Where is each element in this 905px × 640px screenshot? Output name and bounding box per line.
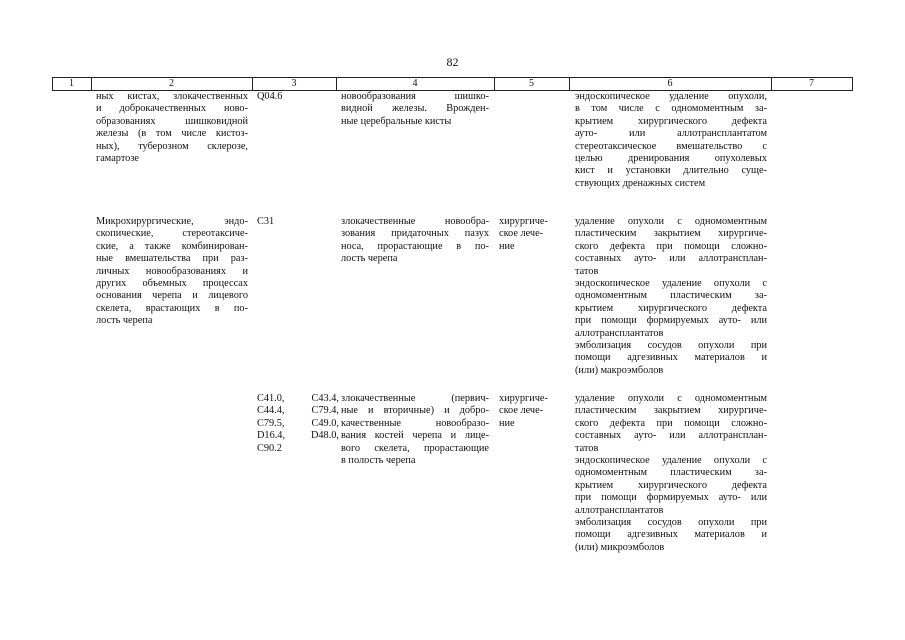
row-1-col-4 (341, 91, 489, 128)
cell-line: удаление опухоли с одномоментным (575, 216, 767, 227)
cell-line: злокачественные новообра- (341, 216, 489, 227)
cell-line: основания черепа и лицевого (96, 290, 248, 302)
cell-line: вого скелета, прорастающие (341, 442, 489, 454)
cell-line: скелета, врастающих в по- (96, 302, 248, 314)
cell-line: одномоментным пластическим за- (575, 467, 767, 479)
cell-line: эндоскопическое удаление опухоли с (575, 278, 767, 290)
cell-line: ского дефекта при помощи сложно- (575, 417, 767, 429)
page-number: 82 (446, 55, 459, 69)
cell-line: эндоскопическое удаление опухоли с (575, 455, 767, 467)
cell-line: ские, а также комбинирован- (96, 240, 248, 252)
cell-line: ние (499, 240, 515, 252)
cell-line: и доброкачественных ново- (96, 103, 248, 115)
cell-line: ных), туберозном склерозе, (96, 140, 248, 152)
icd-code: D16.4, (257, 430, 286, 442)
cell-line: качественные новообразо- (341, 417, 489, 429)
cell-line: гамартозе (96, 153, 139, 165)
cell-line: составных ауто- или аллотрансплан- (575, 253, 767, 265)
cell-line: ние (499, 417, 515, 429)
cell-line: татов (575, 442, 599, 454)
icd-code: C43.4, (311, 393, 339, 404)
cell-line: удаление опухоли с одномоментным (575, 393, 767, 404)
cell-line: железы (в том числе кистоз- (96, 128, 248, 140)
cell-line: помощи адгезивных материалов и (575, 529, 767, 541)
cell-line: C31 (257, 216, 275, 227)
cell-line: ные церебральные кисты (341, 115, 452, 127)
icd-code: C41.0, (257, 393, 285, 404)
row-2-col-6 (575, 216, 767, 377)
row-1-col-6 (575, 91, 767, 190)
cell-line: крытием хирургического дефекта (575, 479, 767, 491)
cell-line: составных ауто- или аллотрансплан- (575, 430, 767, 442)
cell-line: аллотрансплантатов (575, 327, 664, 339)
cell-line: стереотаксическое вмешательство с (575, 140, 767, 152)
cell-line: ауто- или аллотрансплантатом (575, 128, 767, 140)
cell-line: в том числе с одномоментным за- (575, 103, 767, 115)
row-3-col-5 (499, 393, 565, 430)
row-2-col-4 (341, 216, 489, 266)
row-1-col-2 (96, 91, 248, 165)
cell-line: (или) макроэмболов (575, 364, 664, 376)
cell-line: при помощи формируемых ауто- или (575, 492, 767, 504)
icd-code: C90.2 (257, 442, 282, 454)
column-header-6: 6 (667, 78, 673, 89)
cell-line: образованиях шишковидной (96, 115, 248, 127)
column-header-2: 2 (169, 78, 174, 89)
header-separator (852, 77, 853, 90)
column-header-4: 4 (412, 78, 418, 89)
cell-line: скопические, стереотаксиче- (96, 228, 248, 240)
cell-line: ское лече- (499, 228, 544, 240)
cell-line: ствующих дренажных систем (575, 177, 706, 189)
cell-line: Q04.6 (257, 91, 283, 102)
cell-line: ского дефекта при помощи сложно- (575, 240, 767, 252)
column-header-7: 7 (809, 78, 814, 89)
cell-line: носа, прорастающие в по- (341, 240, 489, 252)
cell-line: крытием хирургического дефекта (575, 302, 767, 314)
cell-line: одномоментным пластическим за- (575, 290, 767, 302)
icd-code (298, 443, 339, 455)
cell-line: лость черепа (341, 253, 398, 265)
cell-line: татов (575, 265, 599, 277)
cell-line: хирургиче- (499, 216, 548, 227)
cell-line: целью дренирования опухолевых (575, 153, 767, 165)
column-header-3: 3 (291, 78, 297, 89)
cell-line: ское лече- (499, 405, 544, 417)
icd-code: C44.4, (257, 405, 285, 417)
cell-line: новообразования шишко- (341, 91, 489, 102)
cell-line: при помощи формируемых ауто- или (575, 315, 767, 327)
cell-line: пластическим закрытием хирургиче- (575, 405, 767, 417)
cell-line: кист и установки длительно суще- (575, 165, 767, 177)
cell-line: эмболизация сосудов опухоли при (575, 340, 767, 352)
cell-line: ные и вторичные) и добро- (341, 405, 489, 417)
cell-line: эмболизация сосудов опухоли при (575, 517, 767, 529)
cell-line: злокачественные (первич- (341, 393, 489, 404)
cell-line: зования придаточных пазух (341, 228, 489, 240)
cell-line: крытием хирургического дефекта (575, 115, 767, 127)
icd-code: C79.5, (257, 417, 285, 429)
cell-line: хирургиче- (499, 393, 548, 404)
cell-line: пластическим закрытием хирургиче- (575, 228, 767, 240)
row-2-col-2 (96, 216, 248, 328)
cell-line: помощи адгезивных материалов и (575, 352, 767, 364)
row-2-col-3 (257, 216, 333, 228)
row-2-col-5 (499, 216, 565, 253)
cell-line: аллотрансплантатов (575, 504, 664, 516)
cell-line: эндоскопическое удаление опухоли, (575, 91, 767, 102)
cell-line: (или) микроэмболов (575, 541, 665, 553)
row-3-col-6 (575, 393, 767, 554)
column-header-5: 5 (529, 78, 534, 89)
icd-code: C49.0, (311, 417, 339, 429)
cell-line: в полость черепа (341, 455, 416, 467)
cell-line: видной железы. Врожден- (341, 103, 489, 115)
row-3-col-3 (257, 393, 339, 455)
icd-code: D48.0, (310, 430, 339, 442)
cell-line: Микрохирургические, эндо- (96, 216, 248, 227)
icd-code: C79.4, (311, 405, 339, 417)
cell-line: личных новообразованиях и (96, 265, 248, 277)
cell-line: ных кистах, злокачественных (96, 91, 248, 102)
row-3-col-4 (341, 393, 489, 467)
column-header-1: 1 (69, 78, 74, 89)
cell-line: ные вмешательства при раз- (96, 253, 248, 265)
cell-line: вания костей черепа и лице- (341, 430, 489, 442)
cell-line: других объемных процессах (96, 278, 248, 290)
row-1-col-3 (257, 91, 333, 103)
cell-line: лость черепа (96, 315, 153, 327)
